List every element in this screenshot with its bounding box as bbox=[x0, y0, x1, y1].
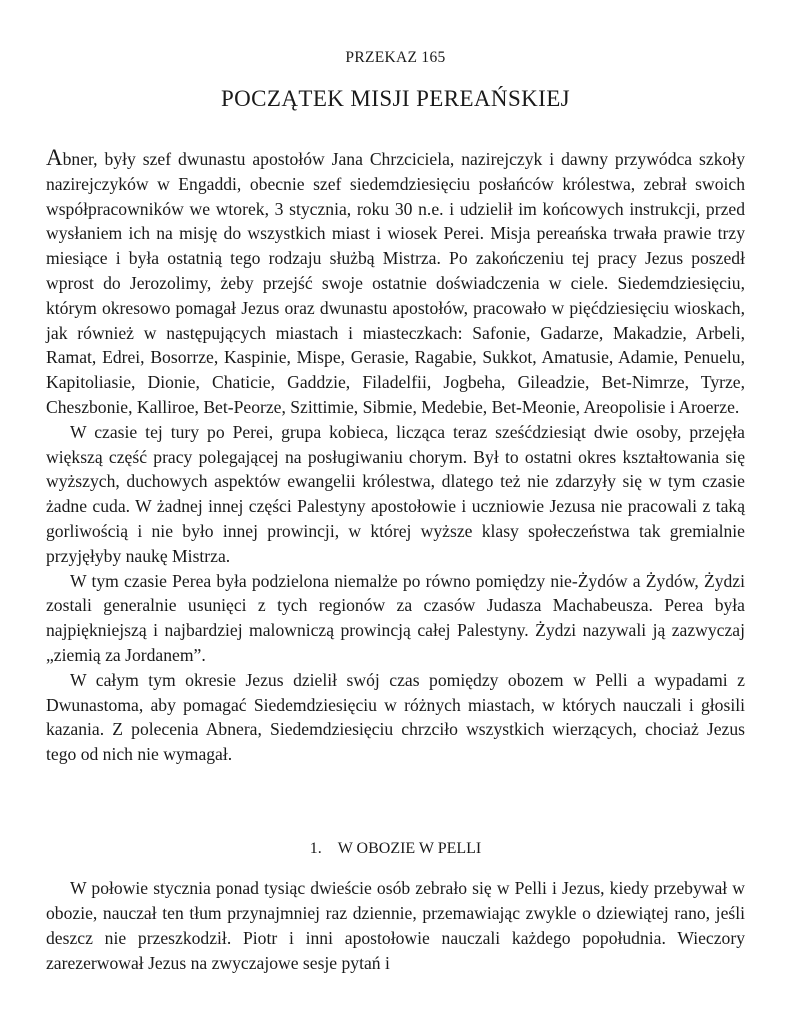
intro-text bbox=[46, 146, 745, 767]
section-paragraph-1: W połowie stycznia ponad tysiąc dwieście osób zebrało się w Pelli i Jezus, kiedy przebywał w obozie, nauczał ten tłum przynajmniej raz dziennie, przemawiając zwykle o dziewiątej rano, jeśli deszcz nie przeszkodził. Piotr i inni apostołowie nauczali każdego popołudnia. Wieczory zarezerwował Jezus na zwyczajowe sesje pytań i bbox=[46, 878, 745, 973]
section-number: 1. bbox=[309, 840, 322, 857]
paper-title: POCZĄTEK MISJI PEREAŃSKIEJ bbox=[220, 86, 571, 111]
intro-paragraph-1-text: bner, były szef dwunastu apostołów Jana Chrzciciela, nazirejczyk i dawny przywódca szkoły nazirejczyków w Engaddi, obecnie szef siedemdziesięciu posłańców królestwa, zebrał swoich współpracowników we wtorek, 3 stycznia, roku 30 n.e. i udzielił im końcowych instrukcji, przed wysłaniem ich na misję do wszystkich miast i wiosek Perei. Misja pereańska trwała prawie trzy miesiące i była ostatnią tego rodzaju służbą Mistrza. Po zakończeniu tej pracy Jezus poszedł wprost do Jerozolimy, żeby przejść swoje ostatnie doświadczenia w ciele. Siedemdziesięciu, którym okresowo pomagał Jezus oraz dwunastu apostołów, pracowało w pięćdziesięciu wioskach, jak również w następujących miastach i miasteczkach: Safonie, Gadarze, Makadzie, Arbeli, Ramat, Edrei, Bosorrze, Kaspinie, Mispe, Gerasie, Ragabie, Sukkot, Amatusie, Adamie, Penuelu, Kapitoliasie, Dionie, Chaticie, Gaddzie, Filadelfii, Jogbeha, Gileadzie, Bet-Nimrze, Tyrze, Cheszbonie, Kalliroe, Bet-Peorze, Szittimie, Sibmie, Medebie, Bet-Meonie, Areopolisie i Aroerze. bbox=[46, 149, 745, 417]
paper-label: PRZEKAZ 165 bbox=[345, 49, 446, 66]
section-text bbox=[46, 876, 745, 986]
intro-paragraph-4: W całym tym okresie Jezus dzielił swój czas pomiędzy obozem w Pelli a wypadami z Dwunastoma, aby pomagać Siedemdziesięciu w różnych miastach, w których nauczali i głosili kazania. Z polecenia Abnera, Siedemdziesięciu chrzciło wszystkich wierzących, chociaż Jezus tego od nich nie wymagał. bbox=[46, 669, 745, 765]
drop-cap: A bbox=[46, 145, 63, 170]
section-title: W OBOZIE W PELLI bbox=[337, 840, 482, 857]
section-heading bbox=[46, 840, 745, 858]
intro-paragraph-3: W tym czasie Perea była podzielona niemalże po równo pomiędzy nie-Żydów a Żydów, Żydzi zostali generalnie usunięci z tych regionów za czasów Judasza Machabeusza. Perea była najpiękniejszą i najbardziej malowniczą prowincją całej Palestyny. Żydzi nazywali ją zazwyczaj „ziemią za Jordanem”. bbox=[46, 570, 745, 665]
intro-paragraph-2: W czasie tej tury po Perei, grupa kobieca, licząca teraz sześćdziesiąt dwie osoby, przejęła większą część pracy polegającej na posługiwaniu chorym. Był to ostatni okres kształtowania się wyższych, duchowych aspektów ewangelii królestwa, dlatego też nie zdarzyły się w tym czasie żadne cuda. W żadnej innej części Palestyny apostołowie i uczniowie Jezusa nie pracowali z taką gorliwością i nie było innej prowincji, w której wyższe klasy społeczeństwa tak gremialnie przyjęłyby naukę Mistrza. bbox=[46, 421, 745, 566]
intro-paragraph-1 bbox=[46, 146, 745, 420]
